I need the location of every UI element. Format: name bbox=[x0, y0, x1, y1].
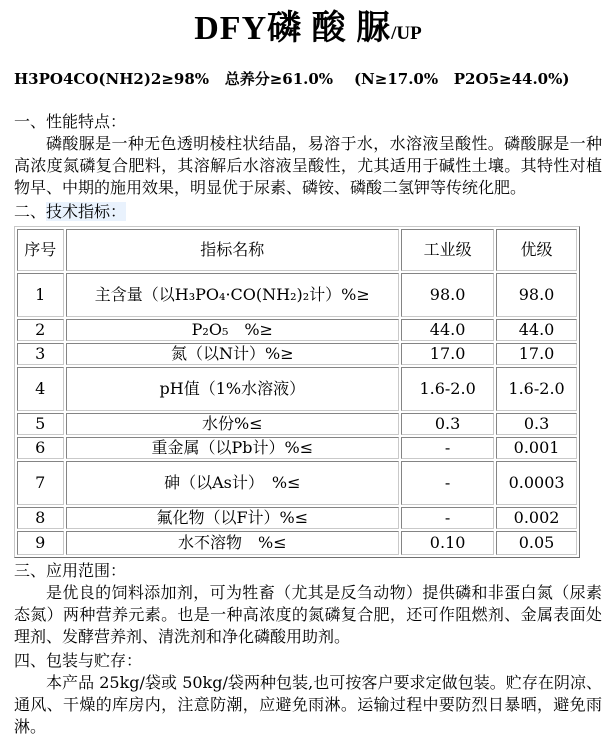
cell-premium-value: 98.0 bbox=[496, 273, 577, 317]
cell-premium-value: 0.3 bbox=[496, 413, 577, 435]
cell-premium-value: 17.0 bbox=[496, 343, 577, 365]
cell-industrial-value: 0.10 bbox=[401, 531, 494, 555]
cell-index: 7 bbox=[17, 461, 64, 505]
cell-premium-value: 0.002 bbox=[496, 507, 577, 529]
table-header-row bbox=[17, 229, 577, 271]
cell-industrial-value: - bbox=[401, 507, 494, 529]
cell-indicator-name: 氮（以N计）%≥ bbox=[66, 343, 400, 365]
table-row bbox=[17, 531, 577, 555]
cell-indicator-name: 氟化物（以F计）%≤ bbox=[66, 507, 400, 529]
section-indicators-heading-prefix: 二、 bbox=[14, 202, 47, 221]
spec-table bbox=[14, 226, 580, 558]
table-row bbox=[17, 437, 577, 459]
cell-indicator-name: 主含量（以H₃PO₄·CO(NH₂)₂计）%≥ bbox=[66, 273, 400, 317]
cell-indicator-name: 水不溶物 %≤ bbox=[66, 531, 400, 555]
cell-industrial-value: 17.0 bbox=[401, 343, 494, 365]
col-header-industrial-grade: 工业级 bbox=[401, 229, 494, 271]
cell-index: 8 bbox=[17, 507, 64, 529]
cell-premium-value: 0.0003 bbox=[496, 461, 577, 505]
cell-industrial-value: - bbox=[401, 437, 494, 459]
table-row bbox=[17, 413, 577, 435]
cell-index: 3 bbox=[17, 343, 64, 365]
table-row bbox=[17, 273, 577, 317]
section-performance-heading: 一、性能特点： bbox=[14, 112, 127, 131]
cell-indicator-name: 砷（以As计） %≤ bbox=[66, 461, 400, 505]
cell-premium-value: 0.001 bbox=[496, 437, 577, 459]
cell-indicator-name: 水份%≤ bbox=[66, 413, 400, 435]
spec-summary-line: H3PO4CO(NH2)2≥98% 总养分≥61.0% (N≥17.0% P2O5≥44.0%) bbox=[14, 70, 570, 88]
table-row bbox=[17, 343, 577, 365]
section-performance-paragraph: 磷酸脲是一种无色透明棱柱状结晶，易溶于水，水溶液呈酸性。磷酸脲是一种高浓度氮磷复合肥料，其溶解后水溶液呈酸性，尤其适用于碱性土壤。其特性对植物早、中期的施用效果，明显优于尿素、磷铵、磷酸二氢钾等传统化肥。 bbox=[14, 134, 602, 197]
cell-index: 4 bbox=[17, 367, 64, 411]
cell-index: 1 bbox=[17, 273, 64, 317]
cell-index: 2 bbox=[17, 319, 64, 341]
section-application-heading: 三、应用范围： bbox=[14, 561, 127, 580]
cell-industrial-value: 1.6-2.0 bbox=[401, 367, 494, 411]
cell-indicator-name: 重金属（以Pb计）%≤ bbox=[66, 437, 400, 459]
section-packaging-paragraph: 本产品 25kg/袋或 50kg/袋两种包装,也可按客户要求定做包装。贮存在阴凉、通风、干燥的库房内，注意防潮，应避免雨淋。运输过程中要防烈日暴晒，避免雨淋。 bbox=[14, 673, 602, 736]
cell-indicator-name: P₂O₅ %≥ bbox=[66, 319, 400, 341]
page-title bbox=[14, 5, 602, 57]
cell-industrial-value: 44.0 bbox=[401, 319, 494, 341]
col-header-premium-grade: 优级 bbox=[496, 229, 577, 271]
cell-industrial-value: - bbox=[401, 461, 494, 505]
cell-indicator-name: pH值（1%水溶液） bbox=[66, 367, 400, 411]
page-title-main: DFY磷 酸 脲 bbox=[194, 10, 392, 47]
section-packaging-heading: 四、包装与贮存： bbox=[14, 651, 143, 670]
col-header-index: 序号 bbox=[17, 229, 64, 271]
cell-premium-value: 1.6-2.0 bbox=[496, 367, 577, 411]
table-row bbox=[17, 461, 577, 505]
cell-index: 9 bbox=[17, 531, 64, 555]
section-indicators-heading-text: 技术指标： bbox=[46, 202, 127, 221]
cell-index: 5 bbox=[17, 413, 64, 435]
section-application-paragraph: 是优良的饲料添加剂，可为牲畜（尤其是反刍动物）提供磷和非蛋白氮（尿素态氮）两种营养元素。也是一种高浓度的氮磷复合肥，还可作阻燃剂、金属表面处理剂、发酵营养剂、清洗剂和净化磷酸用助剂。 bbox=[14, 583, 602, 646]
cell-premium-value: 44.0 bbox=[496, 319, 577, 341]
cell-industrial-value: 0.3 bbox=[401, 413, 494, 435]
cell-industrial-value: 98.0 bbox=[401, 273, 494, 317]
table-row bbox=[17, 319, 577, 341]
cell-index: 6 bbox=[17, 437, 64, 459]
page-title-suffix: /UP bbox=[391, 23, 422, 44]
table-row bbox=[17, 367, 577, 411]
table-row bbox=[17, 507, 577, 529]
col-header-indicator-name: 指标名称 bbox=[66, 229, 400, 271]
cell-premium-value: 0.05 bbox=[496, 531, 577, 555]
section-indicators-heading bbox=[14, 201, 602, 223]
